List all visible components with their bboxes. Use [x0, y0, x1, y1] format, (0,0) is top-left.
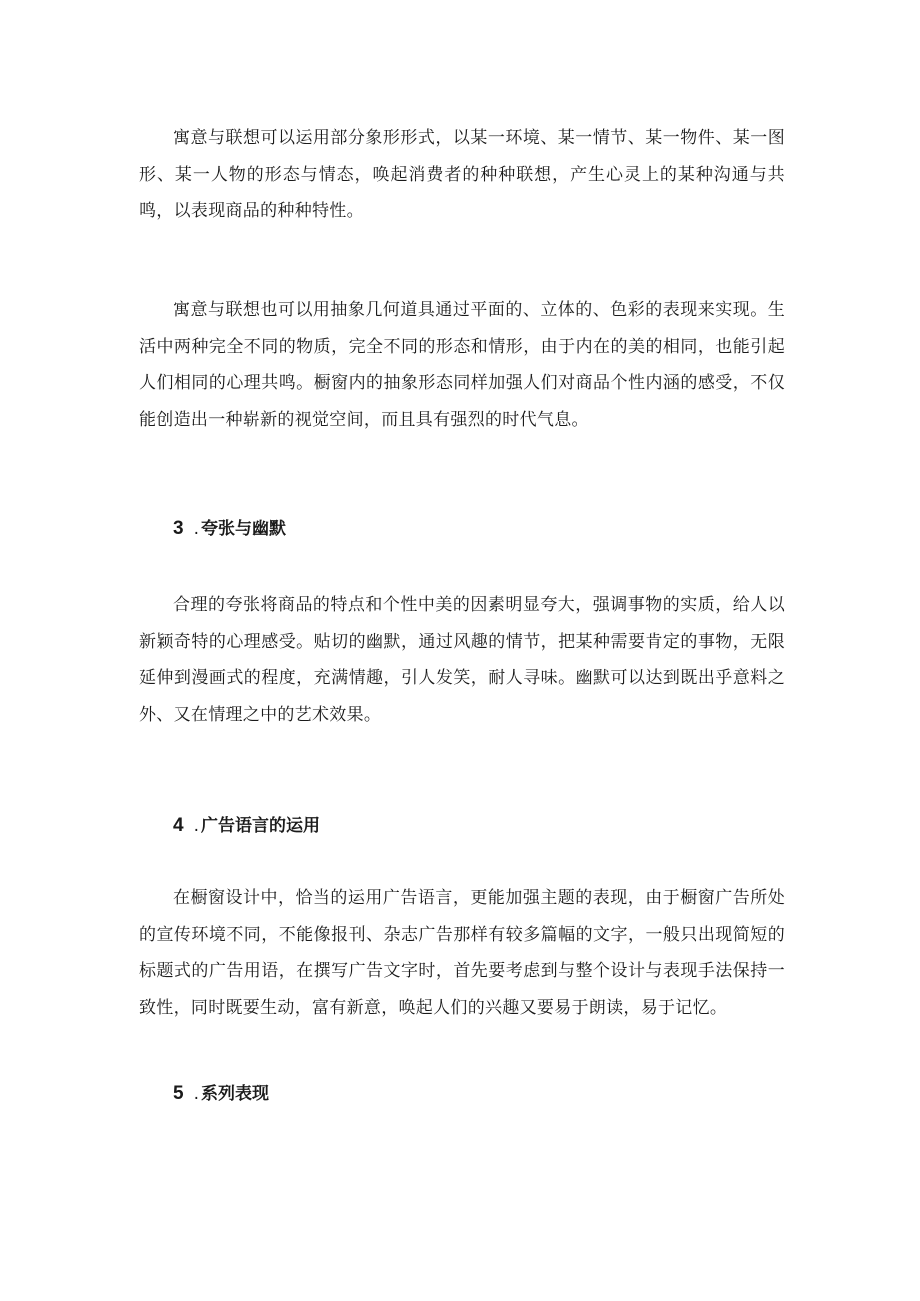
section-number: 3 [173, 518, 184, 539]
paragraph-metaphor-association-1: 寓意与联想可以运用部分象形形式，以某一环境、某一情节、某一物件、某一图形、某一人物的形态与情态，唤起消费者的种种联想，产生心灵上的某种沟通与共鸣，以表现商品的种种特性。 [139, 128, 785, 221]
section-separator: . [193, 519, 199, 539]
section-separator: . [193, 816, 199, 836]
section-title: 系列表现 [200, 1084, 269, 1104]
paragraph-exaggeration-humor: 合理的夸张将商品的特点和个性中美的因素明显夸大，强调事物的实质，给人以新颖奇特的心理感受。贴切的幽默，通过风趣的情节，把某种需要肯定的事物，无限延伸到漫画式的程度，充满情趣，引人发笑，耐人寻味。幽默可以达到既出乎意料之外、又在情理之中的艺术效果。 [139, 595, 785, 725]
paragraph-ad-language: 在橱窗设计中，恰当的运用广告语言，更能加强主题的表现，由于橱窗广告所处的宣传环境不同，不能像报刊、杂志广告那样有较多篇幅的文字，一般只出现简短的标题式的广告用语，在撰写广告文字时，首先要考虑到与整个设计与表现手法保持一致性，同时既要生动，富有新意，唤起人们的兴趣又要易于朗读，易于记忆。 [139, 888, 785, 1018]
section-number: 5 [173, 1083, 184, 1104]
section-heading-exaggeration-humor [173, 517, 286, 541]
section-heading-ad-language [173, 814, 320, 838]
section-title: 广告语言的运用 [200, 816, 320, 836]
section-separator: . [193, 1084, 199, 1104]
paragraph-metaphor-association-2: 寓意与联想也可以用抽象几何道具通过平面的、立体的、色彩的表现来实现。生活中两种完全不同的物质，完全不同的形态和情形，由于内在的美的相同，也能引起人们相同的心理共鸣。橱窗内的抽象形态同样加强人们对商品个性内涵的感受，不仅能创造出一种崭新的视觉空间，而且具有强烈的时代气息。 [139, 300, 785, 430]
section-title: 夸张与幽默 [200, 519, 286, 539]
section-number: 4 [173, 815, 184, 836]
section-heading-series-expression [173, 1082, 269, 1106]
